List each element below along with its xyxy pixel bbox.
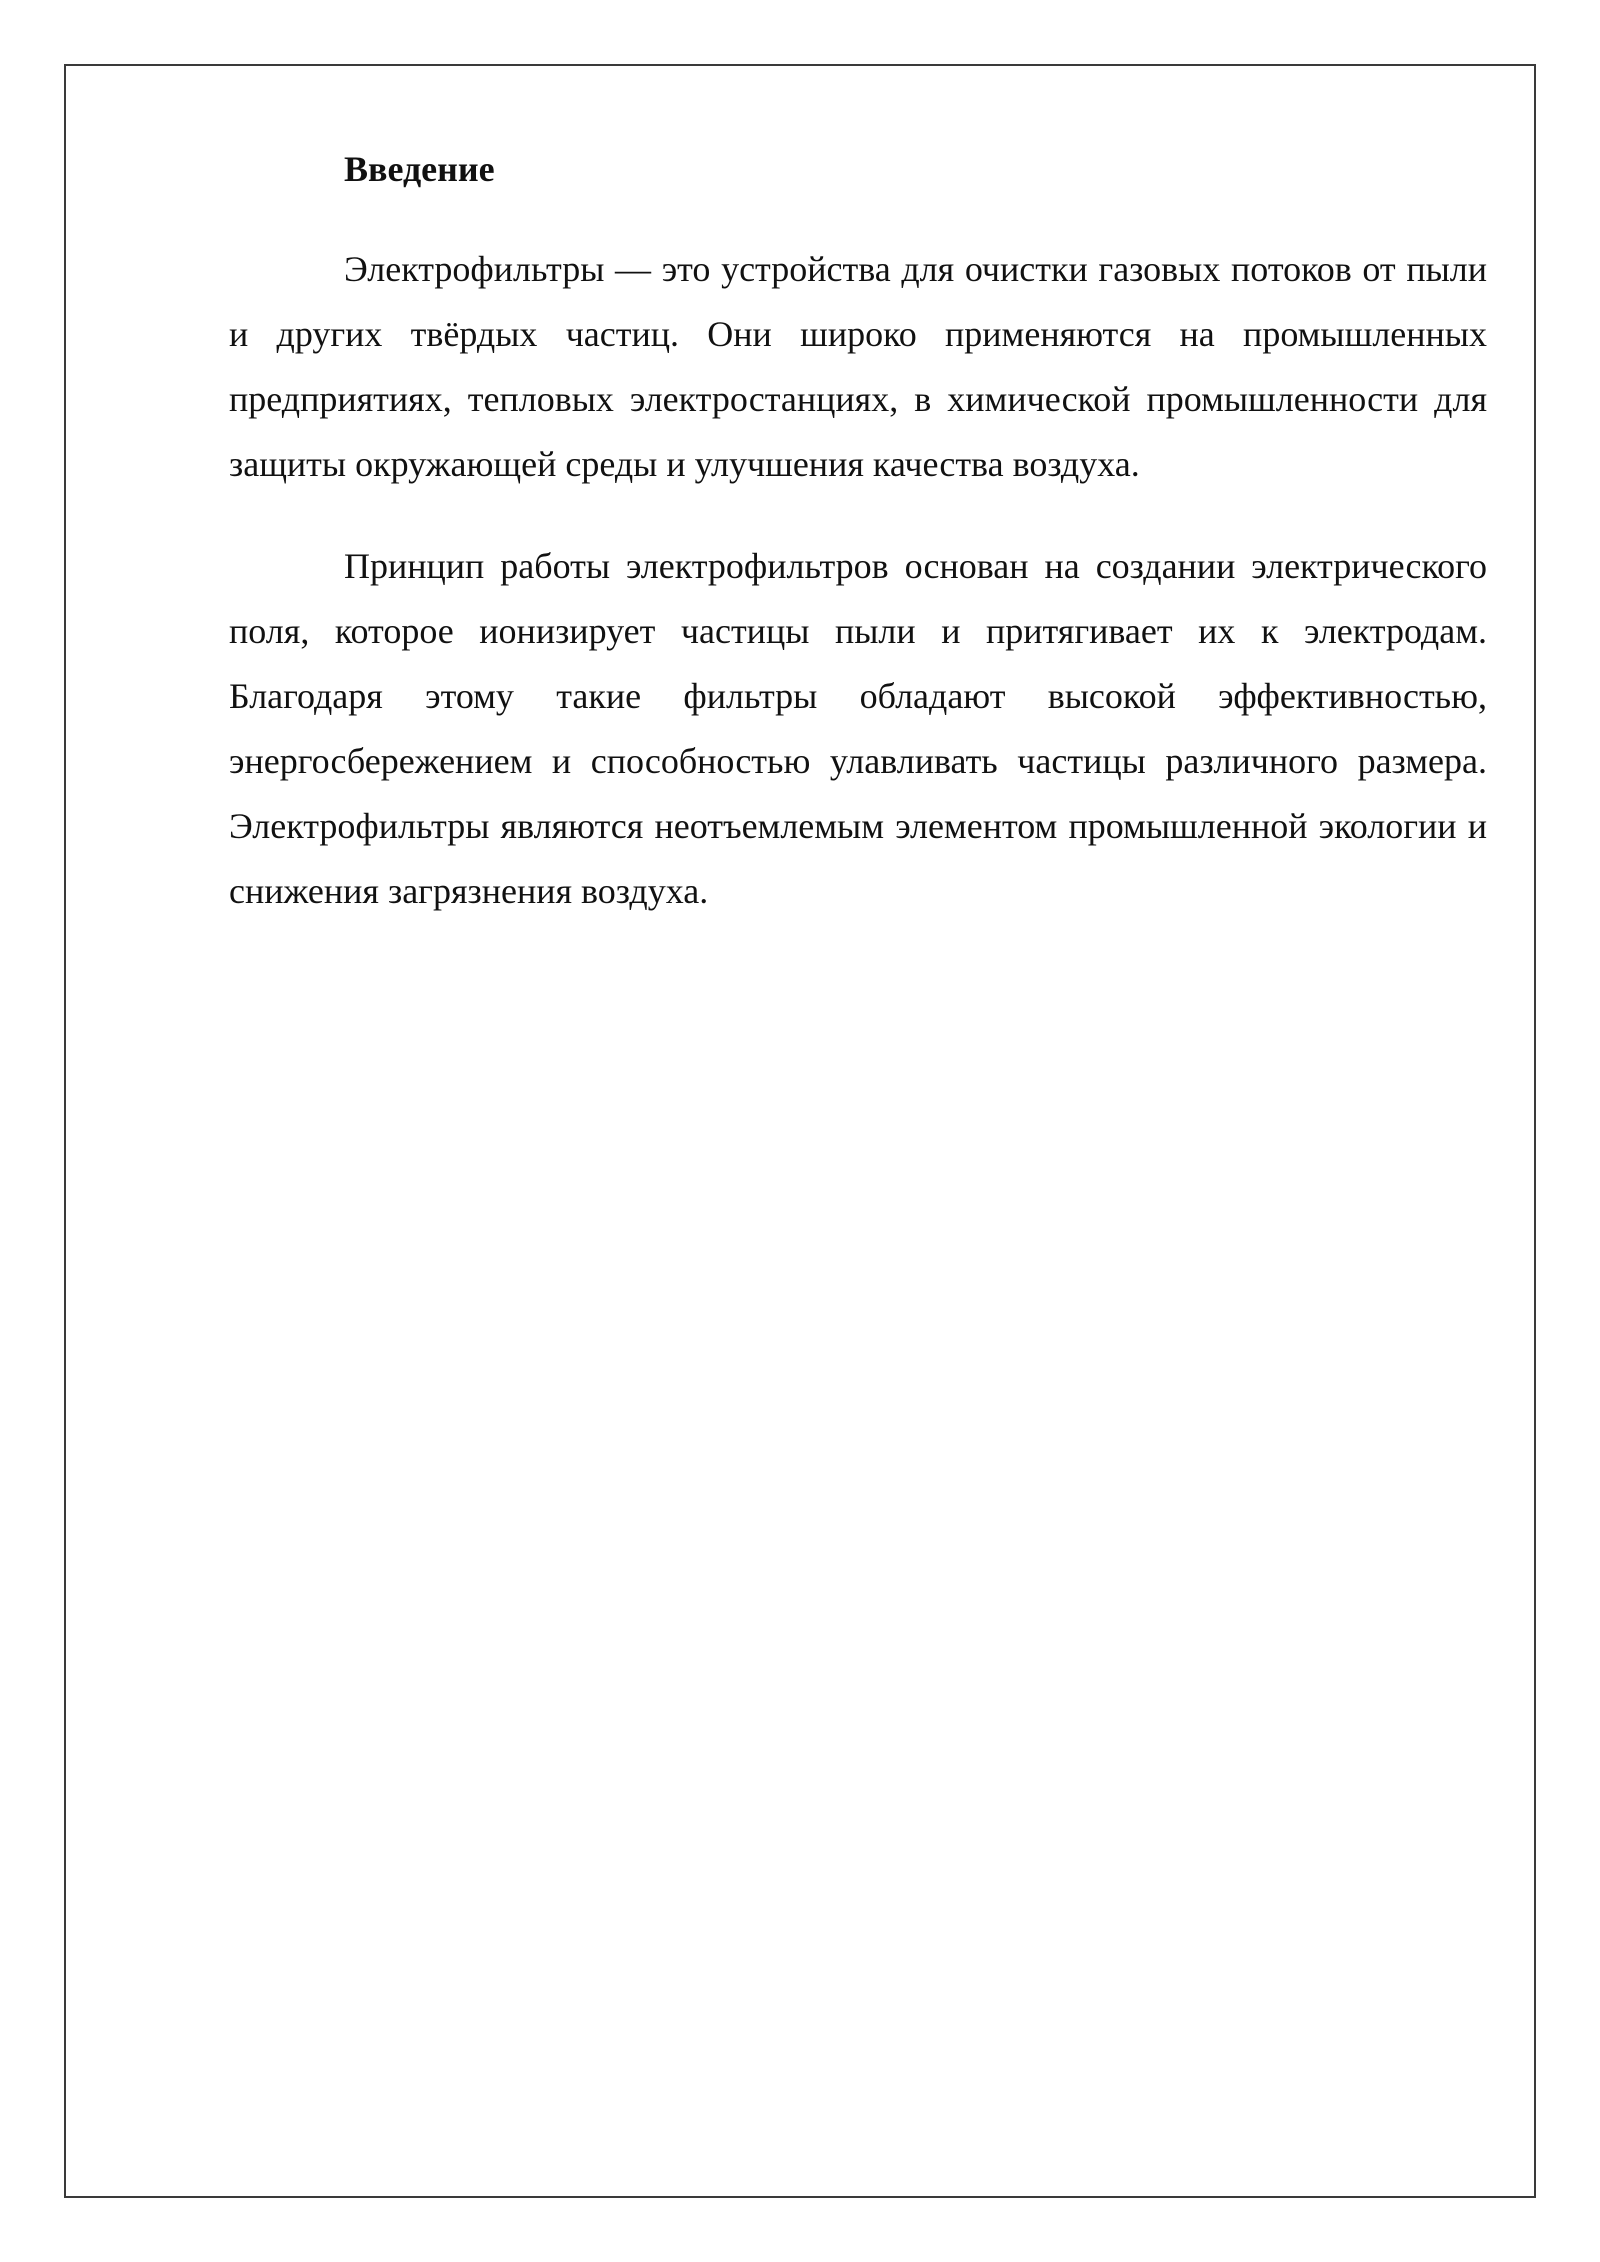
document-body <box>229 148 1487 961</box>
paragraph-1: Электрофильтры — это устройства для очистки газовых потоков от пыли и других твёрдых частиц. Они широко применяются на промышленных предприятиях, тепловых электростанциях, в химической промышленности для защиты окружающей среды и улучшения качества воздуха. <box>229 249 1487 485</box>
paragraph-2: Принцип работы электрофильтров основан на создании электрического поля, которое ионизирует частицы пыли и притягивает их к электродам. Благодаря этому такие фильтры обладают высокой эффективностью, энергосбережением и способностью улавливать частицы различного размера. Электрофильтры являются неотъемлемым элементом промышленной экологии и снижения загрязнения воздуха. <box>229 546 1487 912</box>
section-heading: Введение <box>344 149 495 189</box>
